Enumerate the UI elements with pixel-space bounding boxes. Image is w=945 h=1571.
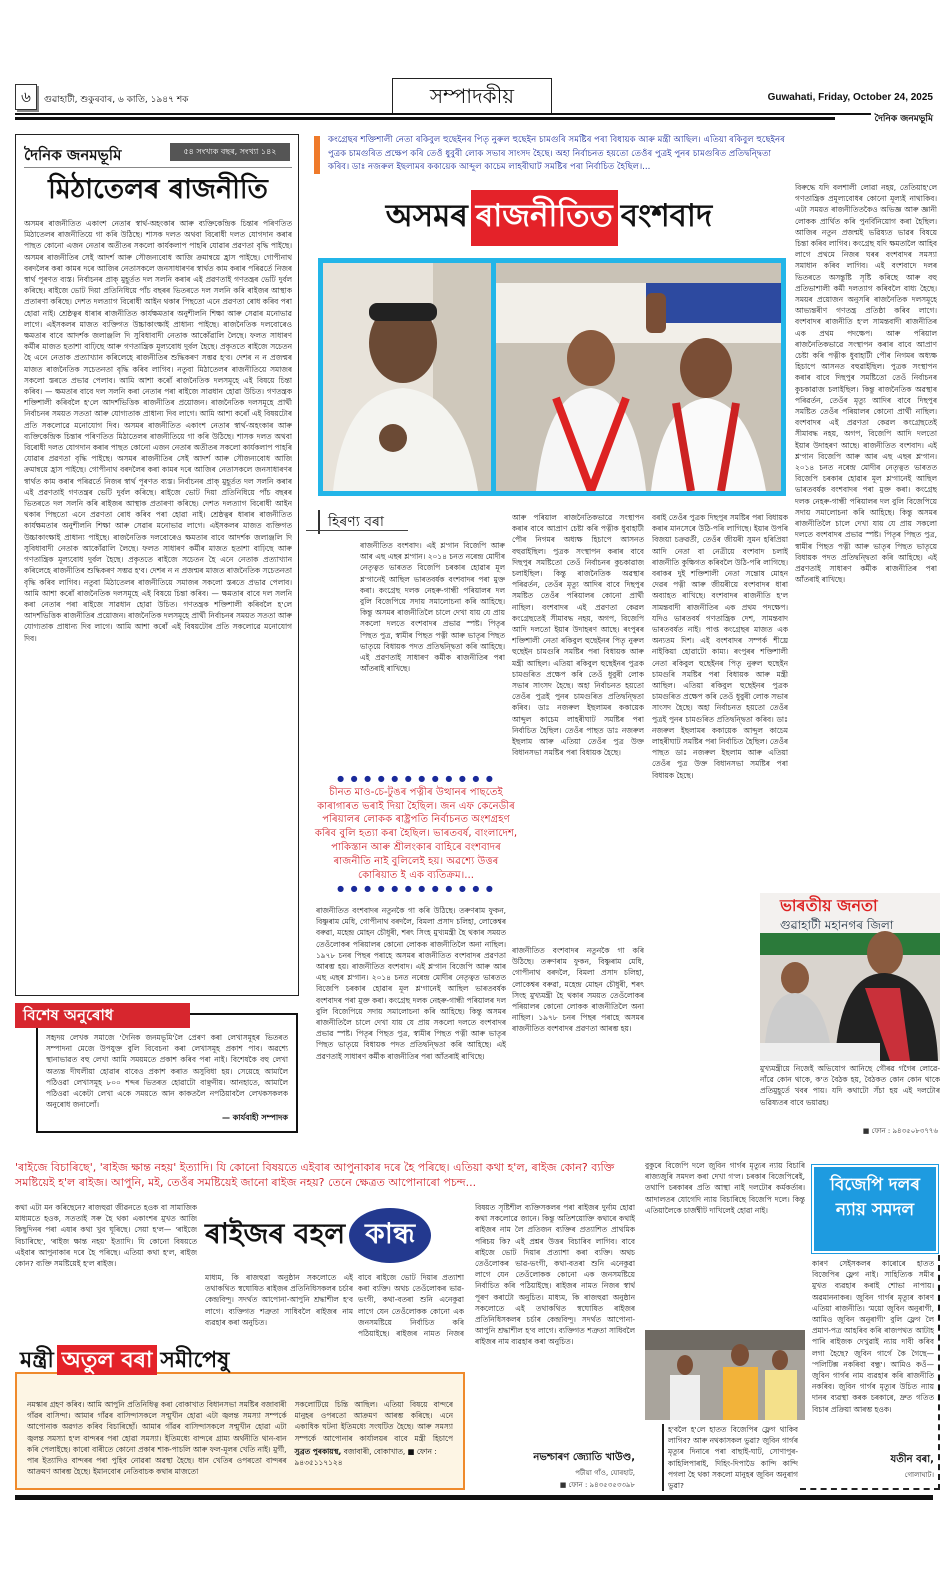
bjp-col-3: কাৰণ সেইসকলৰ কাৰোৰে হাতত বিজেপিৰ ফ্লেগ নাই। সাহিত্যিক সমীৰ মুখত ব্যৱহাৰ কৰাই শোভা নাপায়। অৱমাননাকৰ। জুবিন গাৰ্গৰ মৃত্যুৰ কাৰণ এতিয়া ৰাজনীতি। 'ময়ো জুবিন অনুৰাগী, আমিও জুবিন অনুৰাগী' বুলি ফ্লেগ লৈ প্ৰমাণ-পত্ৰ আহৰিব কৰি ৰাজপথত আটাহ পাৰি ৰাইজক দেখুৱাই ন্যায় দাবী কৰিব লগা হৈছে? জুবিন গাৰ্গে কৈ গৈছে— 'পলিটিক্স নকৰিবা বন্ধু'। আমিও কওঁ— জুবিন গাৰ্গৰ নাম ব্যৱহাৰ কৰি ৰাজনীতি নকৰিব। জুবিন গাৰ্গৰ মৃত্যুৰ উচিত ন্যায় দানৰ ব্যৱস্থা কৰক চৰকাৰে, দ্ৰুত গতিত বিচাৰ প্ৰক্ৰিয়া আৰম্ভ হওক।: [812, 1259, 934, 1414]
politician-photo-1: [323, 263, 491, 491]
col-text: ৰংপুৰৰ শক্তিশালী নেতা ৰকিবুল হুছেইনৰ পিতৃ নুৰুল হুছেইন চামগুৰি সমষ্টিৰ পৰা বিধায়ক আৰু মন্ত্ৰী আছিল। এতিয়া ৰকিবুল হুছেইনৰ পুত্ৰক চামগুৰিত প্ৰক্ষেপ কৰি তেওঁ ধুবুৰী লোক সভাৰ সাংসদ হৈছে। অহা নিৰ্বাচনত হয়তো তেওঁৰ পুত্ৰই পুনৰ চামগুৰিত প্ৰতিদ্বন্দ্বিতা কৰিব। ডাঃ নজৰুল ইছলামৰ ককায়েক আব্দুল কাচেম লাহৰীঘাট সমষ্টিৰ পৰা নিৰ্বাচিত হৈছিল। তেওঁৰ পাছত ডাঃ নজৰুল ইছলাম আৰু এতিয়া তেওঁৰ পুত্ৰ উক্ত বিধানসভা সমষ্টিৰ পৰা বিধায়ক হৈছে।: [652, 647, 788, 780]
bjp-col-2: হ'বলৈ হ'লে হাতত বিজেপিৰ ফ্লেগ থাকিব লাগিব? আৰু নথকাসকল ভুৱা? জুবিন গাৰ্গৰ মৃত্যুৰ দিনাৰে পৰা বাছাই-ঘাট, সোণাপুৰ-কাহিলিপাৰাই, দিহিং-দিপাডৈ কান্দি কান্দি পগলা হৈ থকা সকলো মানুহৰ জুবিন অনুৰাগ ভুৱা?: [662, 1424, 798, 1491]
letter-title: [20, 1345, 229, 1375]
article-right-col: [795, 182, 937, 876]
request-signature: — কাৰ্যবাহী সম্পাদক: [221, 1113, 288, 1123]
pull-quote: [314, 772, 518, 896]
col-text: বিৰুদ্ধে যদি বলশালী লোৱা নহয়, তেতিয়াহ'লে গণতান্ত্ৰিক প্ৰমূল্যবোধৰ কোনো মূল্যই নাথাকিব। এটা সময়ত ৰাজনীতিতকৈও অভিজ্ঞ আৰু জ্ঞানী লোকক প্ৰাৰ্থিত কৰি পুনৰ্বিনিয়োগ কৰা হৈছিল। আজিৰ নতুন প্ৰজন্মই ভৱিষ্যত ভাৱৰ বিষয়ে চিন্তা কৰিব লাগিব। কংগ্ৰেছ যদি ক্ষমতালৈ আহিব লাগে প্ৰথমে নিজৰ ঘৰৰ বংশবাদৰ সমস্যা সমাধান কৰিব লাগিব। এই বংশবাদে দলৰ ভিতৰতে অসন্তুষ্টি সৃষ্টি কৰিছে আৰু বহু প্ৰতিভাশালী কৰ্মী দলত্যাগ কৰিবলৈ বাধ্য হৈছে। সময়ৰ প্ৰয়োজন অনুসৰি ৰাজনৈতিক দলসমূহে আভ্যন্তৰীণ গণতন্ত্ৰ প্ৰতিষ্ঠা কৰিব লাগে। বংশবাদৰ ৰাজনীতি হ'ল সামন্তবাদী ৰাজনীতিৰ এক প্ৰথম পদক্ষেপ।: [795, 183, 937, 338]
bjp-box-title: বিজেপি দলৰ ন্যায় সমদল: [812, 1165, 938, 1253]
bjp-col-1: বুকুৰে বিজেপি দলে জুবিন গাৰ্গৰ মৃত্যুৰ ন্যায় বিচাৰি ৰাজ্যজুৰি সমদল কৰা দেখা গ'ল। চৰকাৰ বিজেপিৰেই, তথাপি চৰকাৰৰ প্ৰতি আস্থা নাই দলটোৰ কৰ্মকৰ্তাৰ। আদালতৰ যোগেদি ন্যায় বিচাৰিছে বিজেপি দলে। কিন্তু এতিয়ালৈকে চাৰ্জশ্বীট দাখিলেই হোৱা নাই।: [645, 1161, 805, 1215]
author-phone: ■ ফোন : ৯৪৩৫৩৫৩৩৯৮: [559, 1481, 635, 1489]
quote-text: চীনত মাও-চে-টুঙৰ পত্নীৰ উত্থানৰ পাছতেই কাৰাগাৰত ভৰাই দিয়া হৈছিল। জন এফ কেনেডীৰ পৰিয়ালৰ লোকক ৰাষ্ট্ৰপতি নিৰ্বাচনত অংশগ্ৰহণ কৰিব বুলি হত্যা কৰা হৈছিল। ভাৰতবৰ্ষ, বাংলাদেশ, পাকিস্তান আৰু শ্ৰীলংকাৰ বাহিৰে বংশবাদৰ ৰাজনীতি নাই বুলিলেই হয়। অৱশ্যে উত্তৰ কোৰিয়াত ই এক ব্যতিক্ৰম।...: [314, 786, 518, 881]
running-name: দৈনিক জনমভূমি: [871, 111, 933, 126]
article-headline: [310, 190, 788, 246]
page-number: ৬: [15, 84, 37, 110]
rally-photo: [645, 1330, 805, 1420]
volume-badge: ৫৪ সংখ্যক বছৰ, সংখ্যা ১৪২: [170, 143, 290, 161]
bottom-signature: [475, 1450, 635, 1491]
letter-body-cont: সকলোটিয়ে চিন্তি আছিল। এতিয়া বিষয়ে বান্দৰে মানুহৰ ওপৰতো আক্ৰমণ আৰম্ভ কৰিছে। এনে একাধিক ঘটনা ইতিমধ্যে সংঘটিত হৈছে। আৰু সমস্যা সম্পৰ্কে আপোনাৰ কাৰ্যালয়ৰ বাবে মন্ত্ৰী হিচাপে: [294, 1400, 453, 1443]
headline-part: অসমৰ: [385, 198, 468, 234]
photo-banner-sub: গুৱাহাটী মহানগৰ জিলা: [780, 918, 894, 932]
letter-box: [15, 1372, 465, 1490]
masthead: দৈনিক জনমভূমি: [24, 146, 122, 164]
title-part: সমীপেষু: [160, 1347, 230, 1373]
letter-signature: [295, 1446, 453, 1468]
editorial-text-cont: অসমৰ ৰাজনীতিত একাংশ নেতাৰ স্বাৰ্থ-অহংকাৰ আৰু ব্যক্তিকেন্দ্ৰিক চিন্তাৰ পৰিণতিত মিঠাতেলৰ ৰাজনীতিয়ে গা কৰি উঠিছে। শাসক দলত অথবা বিৰোধী দলত যোগদান কৰাৰ পাছত কোনো এজন নেতাৰ অতীতৰ সকলো কাৰ্যকলাপ পাহৰি যোৱাৰ প্ৰৱণতা বৃদ্ধি পাইছে। অসমৰ ৰাজনীতিৰ সেই আদৰ্শ আৰু সৌজন্যবোধ আজি ক্ৰমান্বয়ে হ্ৰাস পাইছে। গোপীনাথ বৰদলৈৰ কৰা কামৰ দৰে আজিৰ নেতাসকলে জনসাধাৰণৰ স্বাৰ্থত কাম কৰাৰ পৰিৱৰ্তে নিজৰ স্বাৰ্থ পূৰণত ব্যস্ত। নিৰ্বাচনৰ প্ৰাক্ মুহূৰ্তত দল সলনি কৰাৰ এই প্ৰৱণতাই গণতন্ত্ৰৰ ভেটি দুৰ্বল কৰিছে। ৰাইজে ভোট দিয়া প্ৰতিনিধিয়ে পাঁচ বছৰৰ ভিতৰতে দল সলনি কৰি ৰাইজৰ আস্থাক প্ৰতাৰণা কৰিছে। দেশত দলত্যাগ বিৰোধী আইন থকাৰ পিছতো এনে প্ৰৱণতা ৰোধ কৰিব পৰা হোৱা নাই। শ্ৰেষ্ঠত্বৰ ধাৰাৰ ৰাজনীতিত কাৰ্যক্ষমতাৰ অনুশীলনি শিক্ষা আৰু সেৱাৰ মনোভাৱ লাগে। এইসকলৰ মাজত ব্যক্তিগত উচ্চাকাংক্ষাই প্ৰাধান্য পাইছে। ৰাজনৈতিক দলবোৰেও ক্ষমতাৰ বাবে আদৰ্শক জলাঞ্জলি দি সুবিধাবাদী নেতাক আকোঁৱালি লৈছে। ফলত সাধাৰণ কৰ্মীৰ মাজত হতাশা বাঢ়িছে আৰু গণতান্ত্ৰিক মূল্যবোধ দুৰ্বল হৈছে। প্ৰকৃততে ৰাইজে সচেতন হৈ এনে নেতাক প্ৰত্যাখ্যান কৰিলেহে ৰাজনীতিৰ শুদ্ধিকৰণ সম্ভৱ হ'ব। দেশৰ ন ন প্ৰজন্মৰ মাজত ৰাজনৈতিক সচেতনতা বৃদ্ধি কৰিব লাগিব। নতুবা মিঠাতেলৰ ৰাজনীতিয়ে সমাজৰ সকলো স্তৰতে প্ৰভাৱ পেলাব। আমি আশা কৰোঁ ৰাজনৈতিক দলসমূহে এই বিষয়ে চিন্তা কৰিব। — ক্ষমতাৰ বাবে দল সলনি কৰা নেতাৰ পৰা ৰাইজে সাৱধান হোৱা উচিত। গণতন্ত্ৰক শক্তিশালী কৰিবলৈ হ'লে আদৰ্শভিত্তিক ৰাজনীতিৰ প্ৰয়োজন। ৰাজনৈতিক দলসমূহে প্ৰাৰ্থী নিৰ্বাচনৰ সময়ত সততা আৰু যোগ্যতাক প্ৰাধান্য দিব লাগে। আমি আশা কৰোঁ এই বিষয়টোৰ প্ৰতি সকলোৱে মনোযোগ দিব।: [24, 420, 292, 643]
request-box: [36, 1013, 298, 1133]
editorial-body: [24, 218, 292, 980]
bjp-signature: [812, 1452, 934, 1481]
dots-decoration: ● ● ● ● ● ● ● ● ● ● ● ●: [337, 884, 495, 894]
bjp-meeting-photo: [760, 893, 940, 1061]
title-highlight: অতুল বৰা: [57, 1345, 158, 1375]
bottom-col-4: [475, 1202, 635, 1437]
bottom-col-3: বাবে ৰাইজে ভোট দিয়াৰ প্ৰত্যাশা কৰা ব্যক্তি। অথচ তেওঁলোকৰ ভাৱ-ভংগী, কথা-বতৰা শুনি এনেকুৱা লাগে যেন তেওঁলোকক কোনো এক জনসমষ্টিয়ে নিৰ্বাচিত কৰি পঠিয়াইছে। ৰাইজৰ নামত নিজৰ: [358, 1273, 464, 1339]
header-rule-thick: [15, 117, 835, 120]
bottom-col-2: মাধ্যম, কি ৰাজহুৱা অনুষ্ঠান সকলোতে এই তথাকথিত স্বঘোষিত ৰাইজৰ প্ৰতিনিধিসকলৰ চৰ্চাৰ কেন্দ্ৰবিন্দু। সদৰ্থত আপোনা-আপুনি শ্ৰদ্ধাশীল হ'ব লাগে। ব্যক্তিগত শত্ৰুতা সাধিবলৈ ৰাইজৰ নাম ব্যৱহাৰ কৰা অনুচিত।: [205, 1273, 353, 1327]
col-text: ৰাজনীতিত বংশবাদ। এই শ্ল'গান বিজেপি আৰু আৰ এছ এছৰ শ্ল'গান। ২০১৪ চনত নৰেন্দ্ৰ মোদীৰ নেতৃত্বত ভাৰতত বিজেপি চৰকাৰ হোৱাৰ মূল শ্ল'গানেই আছিল ভাৰতবৰ্ষক বংশবাদৰ পৰা মুক্ত কৰা। কংগ্ৰেছ দলক নেহৰু-গান্ধী পৰিয়ালৰ দল বুলি বিজেপিয়ে সদায় সমালোচনা কৰি আহিছে। কিন্তু অসমৰ ৰাজনীতিলৈ চালে দেখা যায় যে প্ৰায় সকলো দলতে বংশবাদৰ প্ৰভাৱ স্পষ্ট। পিতৃৰ পিছত পুত্ৰ, স্বামীৰ পিছত পত্নী আৰু ভাতৃৰ পিছত ভাতৃয়ে বিধায়ক পদত প্ৰতিদ্বন্দ্বিতা কৰি আহিছে। এই প্ৰৱণতাই সাধাৰণ কৰ্মীক ৰাজনীতিৰ পৰা আঁতৰাই ৰাখিছে।: [316, 962, 506, 1061]
col-text: ৰাজনীতিত বংশবাদ। এই শ্ল'গান বিজেপি আৰু আৰ এছ এছৰ শ্ল'গান। ২০১৪ চনত নৰেন্দ্ৰ মোদীৰ নেতৃত্বত ভাৰতত বিজেপি চৰকাৰ হোৱাৰ মূল শ্ল'গানেই আছিল ভাৰতবৰ্ষক বংশবাদৰ পৰা মুক্ত কৰা। কংগ্ৰেছ দলক নেহৰু-গান্ধী পৰিয়ালৰ দল বুলি বিজেপিয়ে সদায় সমালোচনা কৰি আহিছে। কিন্তু অসমৰ ৰাজনীতিলৈ চালে দেখা যায় যে প্ৰায় সকলো দলতে বংশবাদৰ প্ৰভাৱ স্পষ্ট। পিতৃৰ পিছত পুত্ৰ, স্বামীৰ পিছত পত্নী আৰু ভাতৃৰ পিছত ভাতৃয়ে বিধায়ক পদত প্ৰতিদ্বন্দ্বিতা কৰি আহিছে। এই প্ৰৱণতাই সাধাৰণ কৰ্মীক ৰাজনীতিৰ পৰা আঁতৰাই ৰাখিছে।: [795, 440, 937, 585]
article-photos: [318, 258, 786, 496]
headline-part: ৰাইজৰ বহল: [205, 1216, 346, 1250]
header-rule: [15, 113, 933, 115]
article-col-1b: [316, 905, 506, 1151]
col-text: বৰাই তেওঁৰ পুত্ৰক দিছপুৰ সমষ্টিৰ পৰা বিধায়ক কৰাৰ মানসেৰে উঠি-পৰি লাগিছে। ইয়াৰ উপৰি বিজয়া চক্ৰৱৰ্তী, তেওঁৰ জীয়ৰী সুমন হৰিপ্ৰিয়া আদি নেতা বা নেত্ৰীয়ে বংশবাদ চলাই ৰাজনীতি কুক্ষিগত কৰিবলৈ উঠি-পৰি লাগিছে। বৰাকৰ দুই শক্তিশালী নেতা সন্তোষ মোহন দেৱৰ পত্নী আৰু জীয়ৰীয়ে বংশবাদৰ ধাৰা অব্যাহত ৰাখিছে।: [652, 513, 788, 601]
editorial-headline: মিঠাতেলৰ ৰাজনীতি: [48, 174, 268, 205]
col-text: আৰু পৰিয়াল ৰাজনৈতিকভাৱে সংস্থাপন কৰাৰ বাবে আপ্ৰাণ চেষ্টা কৰি পত্নীক ধুবাহাটী পৌৰ নিগমৰ অধ্যক্ষ হিচাপে আসনত বহুৱাইছিল। পুত্ৰক সংস্থাপন কৰাৰ বাবে দিছপুৰ সমষ্টিতো তেওঁ নিৰ্বাচনৰ কুচকাৱাজ চলাইছিল। কিন্তু ৰাজনৈতিক অৱস্থাৰ পৰিৱৰ্তন, তেওঁৰ মৃত্যু আদিৰ বাবে দিছপুৰ সমষ্টিত তেওঁৰ পৰিয়ালৰ কোনো প্ৰাৰ্থী নাছিল। বংশবাদৰ এই প্ৰৱণতা কেৱল কংগ্ৰেছতেই সীমাবদ্ধ নহয়, অগপ, বিজেপি আদি দলতো ইয়াৰ উদাহৰণ আছে।: [795, 328, 937, 450]
bottom-lead: 'ৰাইজে বিচাৰিছে', 'ৰাইজ ক্ষান্ত নহয়' ইত্যাদি। যি কোনো বিষয়তে এইবাৰ আপুনাকাৰ দৰে হৈ পৰিছে। এতিয়া কথা হ'ল, ৰাইজ কোন? ব্যক্তি সমষ্টিয়েই হ'ল ৰাইজ। আপুনি, মই, তেওঁৰ সমষ্টিয়েই জানো ৰাইজ নহয়? তেনে ক্ষেত্ৰত আপোনাৰো পচন্দ...: [15, 1161, 615, 1189]
bottom-col-1: কথা এটা মন কৰিছেনে? ৰাজহুৱা জীৱনতে হওক বা সামাজিক মাধ্যমতে হওক, সততাই সৰু হৈ থকা একাংশৰ মুখত আজি কিছুদিনৰ পৰা এষাৰ কথা খুব ঘূৰিছে। সেয়া হ'ল— 'ৰাইজে বিচাৰিছে', 'ৰাইজ ক্ষান্ত নহয়' ইত্যাদি। যি কোনো বিষয়তে এইবাৰ আপুনাকাৰ দৰে হৈ পৰিছে। এতিয়া কথা হ'ল, ৰাইজ কোন? ব্যক্তি সমষ্টিয়েই হ'ল ৰাইজ।: [15, 1203, 197, 1269]
author-name: যতীন বৰা,: [890, 1454, 934, 1465]
headline-highlight: ৰাজনীতিত: [471, 190, 618, 246]
divider: [24, 167, 292, 168]
col-text: আৰু পৰিয়াল ৰাজনৈতিকভাৱে সংস্থাপন কৰাৰ বাবে আপ্ৰাণ চেষ্টা কৰি পত্নীক ধুবাহাটী পৌৰ নিগমৰ অধ্যক্ষ হিচাপে আসনত বহুৱাইছিল। পুত্ৰক সংস্থাপন কৰাৰ বাবে দিছপুৰ সমষ্টিতো তেওঁ নিৰ্বাচনৰ কুচকাৱাজ চলাইছিল। কিন্তু ৰাজনৈতিক অৱস্থাৰ পৰিৱৰ্তন, তেওঁৰ মৃত্যু আদিৰ বাবে দিছপুৰ সমষ্টিত তেওঁৰ পৰিয়ালৰ কোনো প্ৰাৰ্থী নাছিল। বংশবাদৰ এই প্ৰৱণতা কেৱল কংগ্ৰেছতেই সীমাবদ্ধ নহয়, অগপ, বিজেপি আদি দলতো ইয়াৰ উদাহৰণ আছে।: [512, 513, 644, 635]
date-english: Guwahati, Friday, October 24, 2025: [767, 92, 933, 103]
col-text: বংশবাদৰ ৰাজনীতি হ'ল সামন্তবাদী ৰাজনীতিৰ এক প্ৰথম পদক্ষেপ। যদিও ভাৰতবৰ্ষ গণতান্ত্ৰিক দেশ, সামন্তবাদ ভাৰতবৰ্ষত নাই। পাপ্ত কংগ্ৰেছৰ মাজত এক অন্যতম দিশ। এই বংশবাদৰ সম্পৰ্ক শীঘ্ৰে নাইকিয়া হোৱাটো কাম্য।: [652, 591, 788, 657]
dots-decoration: ● ● ● ● ● ● ● ● ● ● ● ●: [337, 774, 495, 783]
author-detail: বজাবাৰী, বোকাখাত, ■ ফোন : ৯৪৩৫১১৭১২৪: [294, 1446, 437, 1467]
article-col-2b: ৰাজনীতিত বংশবাদৰ নতুনকৈ গা কৰি উঠিছে। তৰুণৰাম ফুকন, বিষ্ণুৰাম মেধি, গোপীনাথ বৰদলৈ, বিমলা প্ৰসাদ চলিহা, লোকেশ্বৰ বৰুৱা, মহেন্দ্ৰ মোহন চৌধুৰী, শৰৎ সিংহ মুখ্যমন্ত্ৰী হৈ থকাৰ সময়ত তেওঁলোকৰ পৰিয়ালৰ কোনো লোকক ৰাজনীতিলৈ অনা নাছিল। ১৯৭৮ চনৰ পিছৰ পৰাহে অসমৰ ৰাজনীতিত বংশবাদৰ প্ৰৱণতা আৰম্ভ হয়।: [512, 946, 644, 1034]
photo-banner-text: ভাৰতীয় জনতা: [780, 896, 878, 915]
author-place: গোলাঘাট।: [904, 1471, 934, 1479]
col-text: বিষয়ত সৃষ্টিশীল ব্যক্তিসকলৰ পৰা ৰাইজৰ দুৰ্নাম হোৱা কথা সকলোৱে জানে। কিন্তু অতিশয়োক্তি কথাৰে কথাই ৰাইজৰ নাম লৈ প্ৰতিজন ব্যক্তিৰ প্ৰত্যাশিত প্ৰাথমিক পৰিচয় কি? এই প্ৰশ্নৰ উত্তৰ বিচাৰিব লাগিব।: [475, 1203, 635, 1246]
author-name: সুব্ৰত পুৰকায়স্থ,: [294, 1446, 342, 1456]
footer-rule: [15, 1495, 933, 1500]
bottom-headline: [205, 1205, 431, 1265]
author-place: পটীয়া গাঁও, যোৰহাট,: [575, 1469, 635, 1477]
photo-caption: মুখ্যমন্ত্ৰীয়ে নিজেই অভিযোগ আনিছে গৌৰৱ গগৈৰ লোৱে-নাঁৱে কোন থাকে, ক'ত বৈঠক হয়, বৈঠকত কোন কোন থাকে প্ৰতিমুহূৰ্তে খবৰ পায়। যদি কথাটো সঁচা হয় এই দলটোৰ ভৱিষ্যতৰ বাবে ভয়াৱহ।: [760, 1064, 940, 1107]
letter-body: নমস্কাৰ গ্ৰহণ কৰিব। আমি আপুনি প্ৰতিনিধিত্ব কৰা বোকাখাত বিধানসভা সমষ্টিৰ বজাবাৰী গাঁৱৰ বাসিন্দা। আমাৰ গাঁৱৰ বাসিন্দাসকলে সন্মুখীন হোৱা এটা জ্বলন্ত সমস্যা সম্পৰ্কে আপোনাক অৱগত কৰিব বিচাৰিছোঁ। আমাৰ গাঁৱৰ বাসিন্দাসকলে সন্মুখীন হোৱা এটা জ্বলন্ত সমস্যা হ'ল বান্দৰৰ পৰা হোৱা সমস্যা। ইতিমধ্যে বান্দৰে গ্ৰাম্য অৰ্থনীতি থান-বান কৰি পেলাইছে। কাৰো বাৰীতে কোনো প্ৰকাৰ শাক-পাচলি আৰু ফল-মূলৰ খেতি নাই। মুৰ্গী, পাৰ ইত্যাদিও বান্দৰৰ পৰা পুহিব নোৱৰা অৱস্থা হৈছে। ধান খেতিৰ ওপৰতো বান্দৰৰ আক্ৰমণ আৰম্ভ হৈছে। ইমানবোৰ নেতিবাচক কথাৰ মাজতো: [27, 1400, 287, 1477]
article-col-2: [512, 512, 644, 938]
politician-photo-2: [496, 263, 781, 491]
col-text: বাবে ৰাইজে ভোট দিয়াৰ প্ৰত্যাশা কৰা ব্যক্তি। অথচ তেওঁলোকৰ ভাৱ-ভংগী, কথা-বতৰা শুনি এনেকুৱা লাগে যেন তেওঁলোকক কোনো এক জনসমষ্টিয়ে নিৰ্বাচিত কৰি পঠিয়াইছে। ৰাইজৰ নামত নিজৰ স্বাৰ্থ পূৰণ কৰাটো অনুচিত।: [475, 1236, 635, 1302]
headline-part: বংশবাদ: [620, 198, 713, 234]
article-author: হিৰণ্য বৰা: [318, 510, 384, 534]
editorial-text: অসমৰ ৰাজনীতিত একাংশ নেতাৰ স্বাৰ্থ-অহংকাৰ আৰু ব্যক্তিকেন্দ্ৰিক চিন্তাৰ পৰিণতিত মিঠাতেলৰ ৰাজনীতিয়ে গা কৰি উঠিছে। শাসক দলত অথবা বিৰোধী দলত যোগদান কৰাৰ পাছত কোনো এজন নেতাৰ অতীতৰ সকলো কাৰ্যকলাপ পাহৰি যোৱাৰ প্ৰৱণতা বৃদ্ধি পাইছে। অসমৰ ৰাজনীতিৰ সেই আদৰ্শ আৰু সৌজন্যবোধ আজি ক্ৰমান্বয়ে হ্ৰাস পাইছে। গোপীনাথ বৰদলৈৰ কৰা কামৰ দৰে আজিৰ নেতাসকলে জনসাধাৰণৰ স্বাৰ্থত কাম কৰাৰ পৰিৱৰ্তে নিজৰ স্বাৰ্থ পূৰণত ব্যস্ত। নিৰ্বাচনৰ প্ৰাক্ মুহূৰ্তত দল সলনি কৰাৰ এই প্ৰৱণতাই গণতন্ত্ৰৰ ভেটি দুৰ্বল কৰিছে। ৰাইজে ভোট দিয়া প্ৰতিনিধিয়ে পাঁচ বছৰৰ ভিতৰতে দল সলনি কৰি ৰাইজৰ আস্থাক প্ৰতাৰণা কৰিছে। দেশত দলত্যাগ বিৰোধী আইন থকাৰ পিছতো এনে প্ৰৱণতা ৰোধ কৰিব পৰা হোৱা নাই। শ্ৰেষ্ঠত্বৰ ধাৰাৰ ৰাজনীতিত কাৰ্যক্ষমতাৰ অনুশীলনি শিক্ষা আৰু সেৱাৰ মনোভাৱ লাগে। এইসকলৰ মাজত ব্যক্তিগত উচ্চাকাংক্ষাই প্ৰাধান্য পাইছে। ৰাজনৈতিক দলবোৰেও ক্ষমতাৰ বাবে আদৰ্শক জলাঞ্জলি দি সুবিধাবাদী নেতাক আকোঁৱালি লৈছে। ফলত সাধাৰণ কৰ্মীৰ মাজত হতাশা বাঢ়িছে আৰু গণতান্ত্ৰিক মূল্যবোধ দুৰ্বল হৈছে। প্ৰকৃততে ৰাইজে সচেতন হৈ এনে নেতাক প্ৰত্যাখ্যান কৰিলেহে ৰাজনীতিৰ শুদ্ধিকৰণ সম্ভৱ হ'ব। দেশৰ ন ন প্ৰজন্মৰ মাজত ৰাজনৈতিক সচেতনতা বৃদ্ধি কৰিব লাগিব। নতুবা মিঠাতেলৰ ৰাজনীতিয়ে সমাজৰ সকলো স্তৰতে প্ৰভাৱ পেলাব। আমি আশা কৰোঁ ৰাজনৈতিক দলসমূহে এই বিষয়ে চিন্তা কৰিব। — ক্ষমতাৰ বাবে দল সলনি কৰা নেতাৰ পৰা ৰাইজে সাৱধান হোৱা উচিত। গণতন্ত্ৰক শক্তিশালী কৰিবলৈ হ'লে আদৰ্শভিত্তিক ৰাজনীতিৰ প্ৰয়োজন। ৰাজনৈতিক দলসমূহে প্ৰাৰ্থী নিৰ্বাচনৰ সময়ত সততা আৰু যোগ্যতাক প্ৰাধান্য দিব লাগে। আমি আশা কৰোঁ এই বিষয়টোৰ প্ৰতি সকলোৱে মনোযোগ দিব।: [24, 219, 292, 430]
title-part: মন্ত্ৰী: [20, 1347, 54, 1373]
author-name: নভশ্চাৰণ জ্যোতি খাউণ্ড,: [533, 1452, 635, 1463]
col-text: ৰাজনীতিত বংশবাদৰ নতুনকৈ গা কৰি উঠিছে। তৰুণৰাম ফুকন, বিষ্ণুৰাম মেধি, গোপীনাথ বৰদলৈ, বিমলা প্ৰসাদ চলিহা, লোকেশ্বৰ বৰুৱা, মহেন্দ্ৰ মোহন চৌধুৰী, শৰৎ সিংহ মুখ্যমন্ত্ৰী হৈ থকাৰ সময়ত তেওঁলোকৰ পৰিয়ালৰ কোনো লোকক ৰাজনীতিলৈ অনা নাছিল। ১৯৭৮ চনৰ পিছৰ পৰাহে অসমৰ ৰাজনীতিত বংশবাদৰ প্ৰৱণতা আৰম্ভ হয়।: [316, 906, 506, 972]
divider: [306, 530, 408, 531]
request-body: সহৃদয় লেখক সমাজে 'দৈনিক জনমভূমি'লৈ প্ৰেৰণ কৰা লেখাসমূহৰ ভিতৰত সম্পাদনা মেজে উপযুক্ত বুলি বিবেচনা কৰা লেখাসমূহ প্ৰকাশ পাব। অৱশ্যে স্থানাভাৱত বহু লেখা আমি সময়মতে প্ৰকাশ কৰিব পৰা নাই। বিশেষকৈ বহু লেখা অত্যন্ত দীঘলীয়া হোৱাৰ বাবেও প্ৰকাশ কৰাত অসুবিধা হয়। সেয়েহে আমালৈ পঠিওৱা লেখাসমূহ ৮০০ শব্দৰ ভিতৰত হোৱাটো বাঞ্ছনীয়। আনহাতে, আমালৈ পঠিওৱা একেটা লেখা একে সময়তে আন কাকতলৈ নপঠিয়াবলৈ লেখকসকলক অনুৰোধ জনালোঁ।: [46, 1033, 288, 1110]
col-text: ৰংপুৰৰ শক্তিশালী নেতা ৰকিবুল হুছেইনৰ পিতৃ নুৰুল হুছেইন চামগুৰি সমষ্টিৰ পৰা বিধায়ক আৰু মন্ত্ৰী আছিল। এতিয়া ৰকিবুল হুছেইনৰ পুত্ৰক চামগুৰিত প্ৰক্ষেপ কৰি তেওঁ ধুবুৰী লোক সভাৰ সাংসদ হৈছে। অহা নিৰ্বাচনত হয়তো তেওঁৰ পুত্ৰই পুনৰ চামগুৰিত প্ৰতিদ্বন্দ্বিতা কৰিব। ডাঃ নজৰুল ইছলামৰ ককায়েক আব্দুল কাচেম লাহৰীঘাট সমষ্টিৰ পৰা নিৰ্বাচিত হৈছিল। তেওঁৰ পাছত ডাঃ নজৰুল ইছলাম আৰু এতিয়া তেওঁৰ পুত্ৰ উক্ত বিধানসভা সমষ্টিৰ পৰা বিধায়ক হৈছে।: [512, 625, 644, 758]
request-title: বিশেষ অনুৰোধ: [15, 1003, 190, 1028]
article-intro: কংগ্ৰেছৰ শক্তিশালী নেতা ৰকিবুল হুছেইনৰ পিতৃ নুৰুল হুছেইন চামগুৰি সমষ্টিৰ পৰা বিধায়ক আৰু মন্ত্ৰী আছিল। এতিয়া ৰকিবুল হুছেইনৰ পুত্ৰক চামগুৰিত প্ৰক্ষেপ কৰি তেওঁ ধুবুৰী লোক সভাৰ সাংসদ হৈছে। অহা নিৰ্বাচনত হয়তো তেওঁৰ পুত্ৰই পুনৰ চামগুৰিত প্ৰতিদ্বন্দ্বিতা কৰিব। ডাঃ নজৰুল ইছলামৰ ককায়েক আব্দুল কাচেম লাহৰীঘাট সমষ্টিৰ পৰা নিৰ্বাচিত হৈছিল।...: [328, 135, 785, 173]
date-assamese: গুৱাহাটী, শুকুৰবাৰ, ৬ কাতি, ১৯৪৭ শক: [44, 95, 189, 105]
article-col-1: ৰাজনীতিত বংশবাদ। এই শ্ল'গান বিজেপি আৰু আৰ এছ এছৰ শ্ল'গান। ২০১৪ চনত নৰেন্দ্ৰ মোদীৰ নেতৃত্বত ভাৰতত বিজেপি চৰকাৰ হোৱাৰ মূল শ্ল'গানেই আছিল ভাৰতবৰ্ষক বংশবাদৰ পৰা মুক্ত কৰা। কংগ্ৰেছ দলক নেহৰু-গান্ধী পৰিয়ালৰ দল বুলি বিজেপিয়ে সদায় সমালোচনা কৰি আহিছে। কিন্তু অসমৰ ৰাজনীতিলৈ চালে দেখা যায় যে প্ৰায় সকলো দলতে বংশবাদৰ প্ৰভাৱ স্পষ্ট। পিতৃৰ পিছত পুত্ৰ, স্বামীৰ পিছত পত্নী আৰু ভাতৃৰ পিছত ভাতৃয়ে বিধায়ক পদত প্ৰতিদ্বন্দ্বিতা কৰি আহিছে। এই প্ৰৱণতাই সাধাৰণ কৰ্মীক ৰাজনীতিৰ পৰা আঁতৰাই ৰাখিছে।: [360, 541, 505, 674]
section-title: সম্পাদকীয়: [392, 78, 552, 113]
phone-number: ■ ফোন : ৯৪৩৫০৮৩৭৭৬: [862, 1127, 938, 1135]
headline-oval: কান্ধ: [349, 1208, 431, 1263]
col-text: মাধ্যম, কি ৰাজহুৱা অনুষ্ঠান সকলোতে এই তথাকথিত স্বঘোষিত ৰাইজৰ প্ৰতিনিধিসকলৰ চৰ্চাৰ কেন্দ্ৰবিন্দু। সদৰ্থত আপোনা-আপুনি শ্ৰদ্ধাশীল হ'ব লাগে। ব্যক্তিগত শত্ৰুতা সাধিবলৈ ৰাইজৰ নাম ব্যৱহাৰ কৰা অনুচিত।: [475, 1292, 635, 1347]
